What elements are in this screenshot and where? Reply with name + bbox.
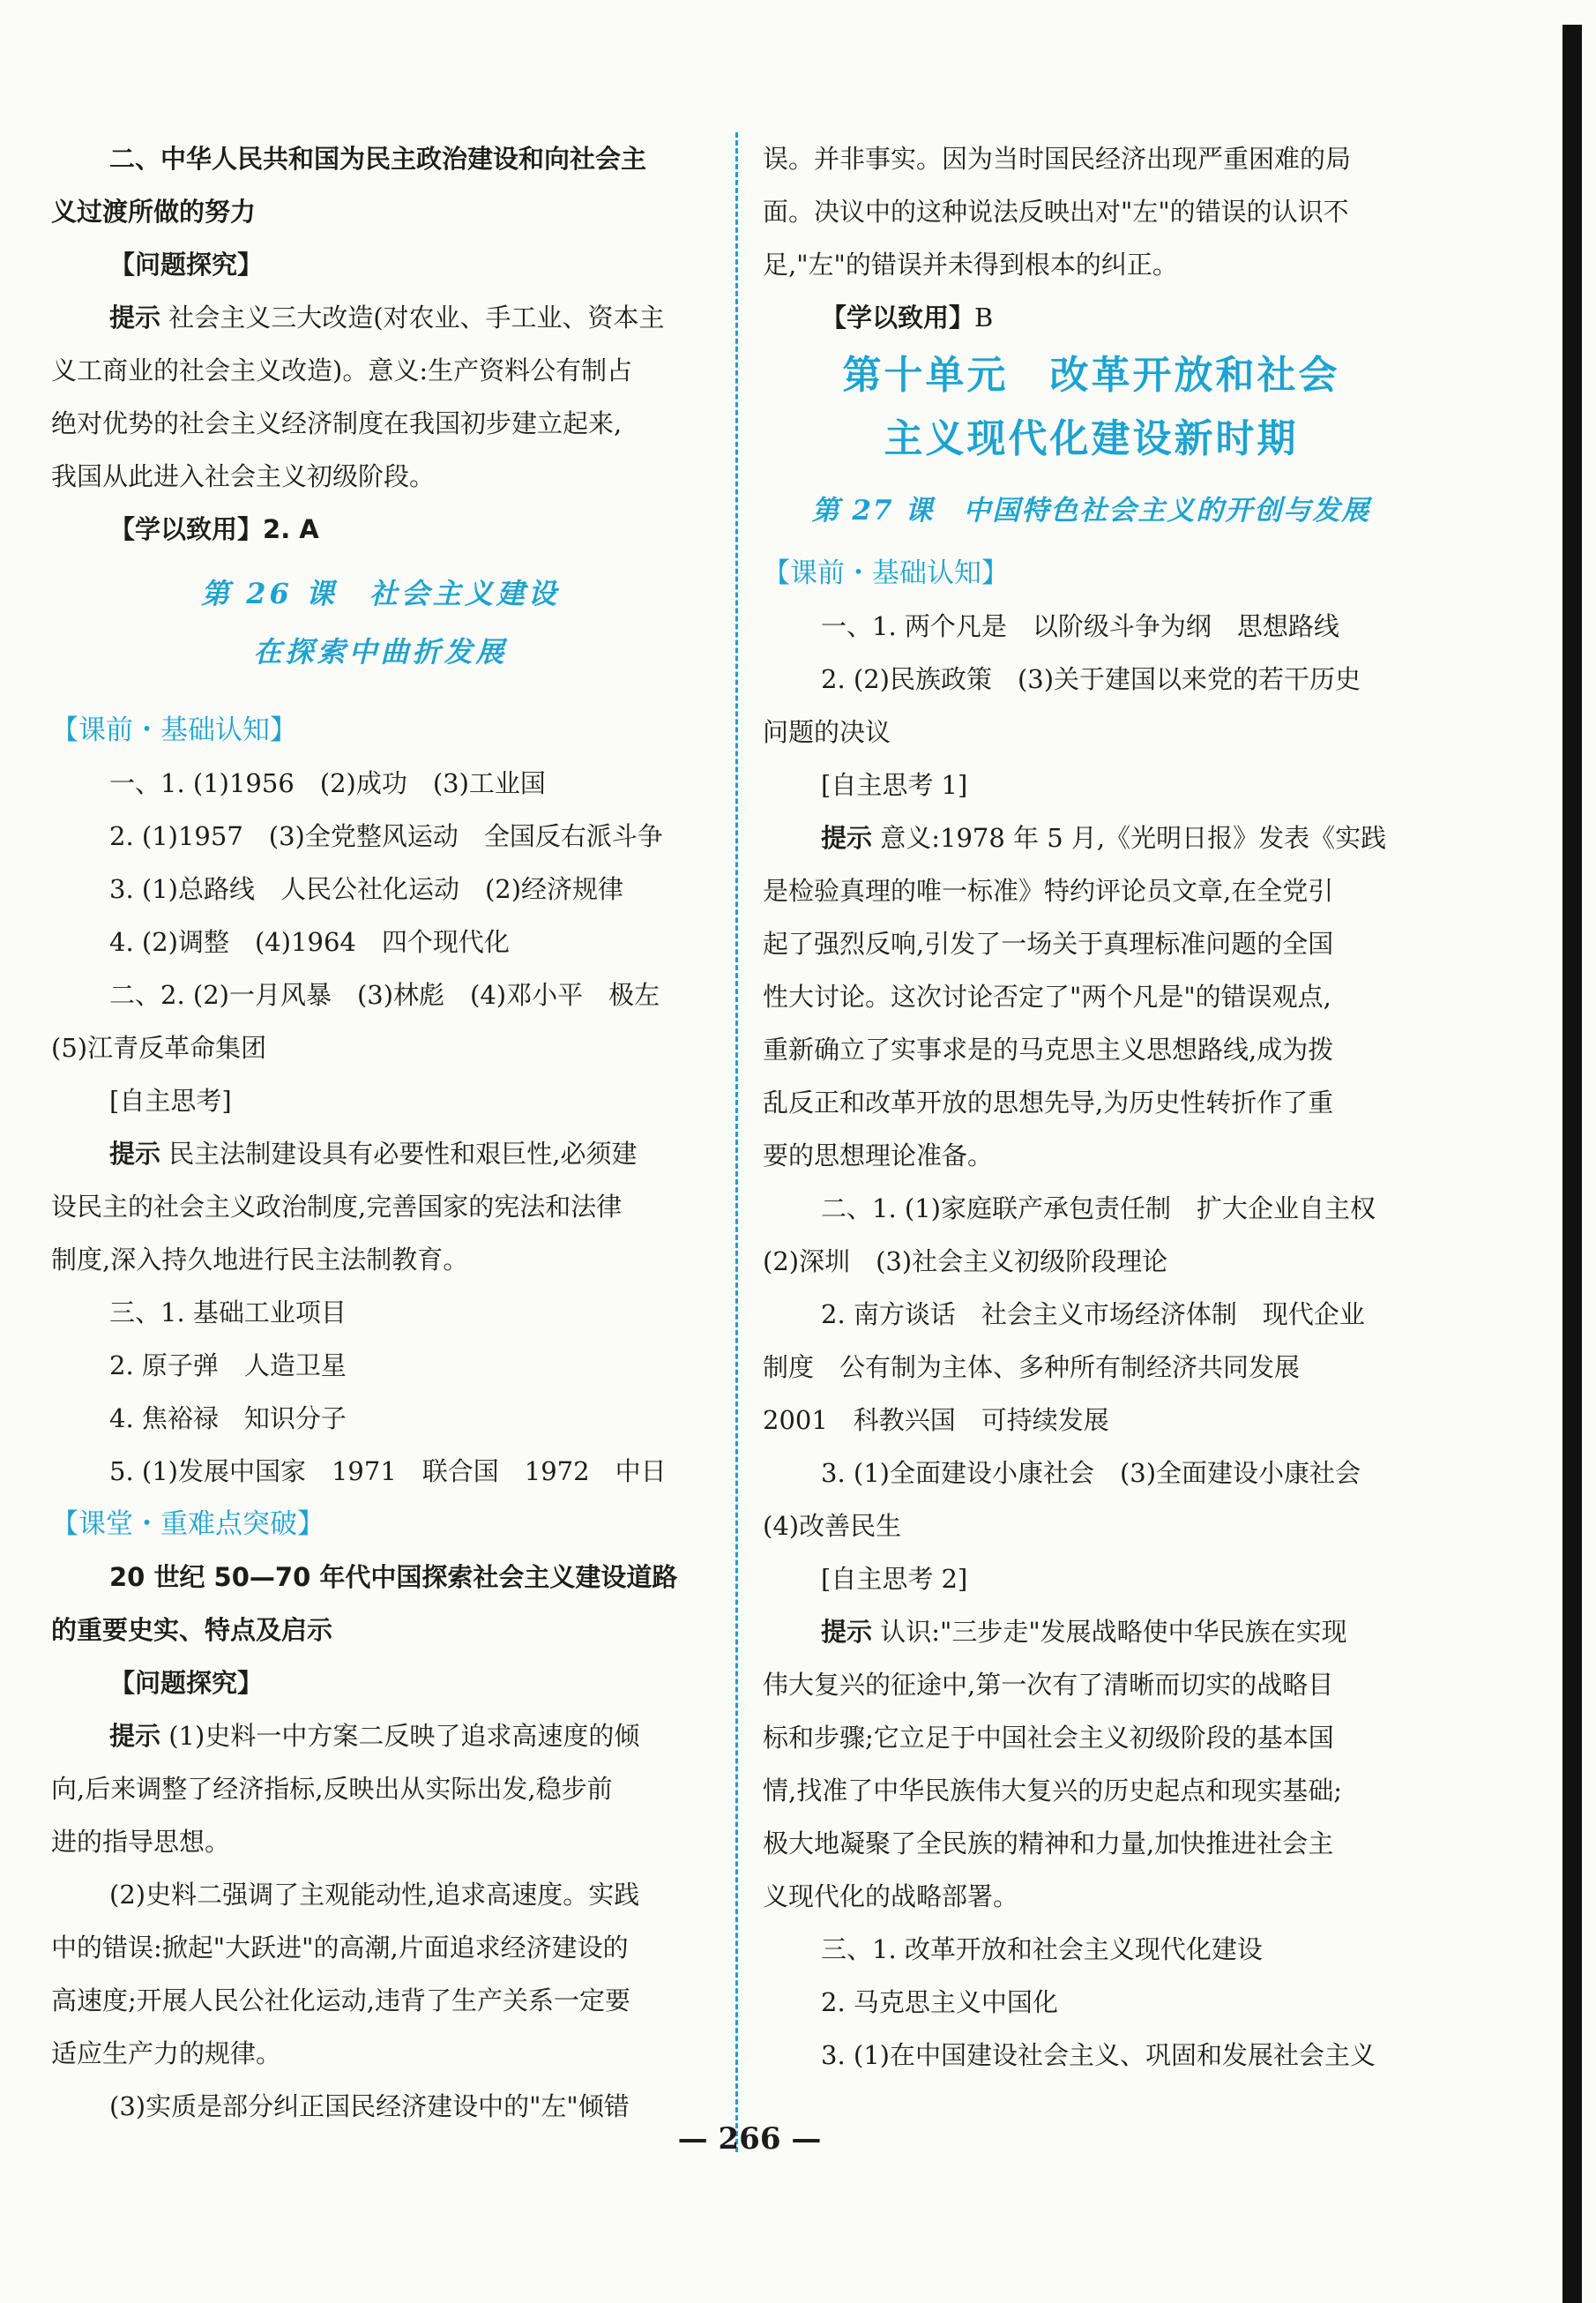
text-line: 2. 南方谈话 社会主义市场经济体制 现代企业 [821, 1299, 1365, 1329]
text-line [763, 811, 1420, 864]
text-line: 极大地凝聚了全民族的精神和力量,加快推进社会主 [763, 1828, 1334, 1858]
text-line [51, 1709, 710, 1762]
unit-title: 第十单元 改革开放和社会 [842, 353, 1340, 398]
text: 社会主义三大改造(对农业、手工业、资本主 [160, 303, 665, 333]
text-line: (2)深圳 (3)社会主义初级阶段理论 [763, 1246, 1168, 1276]
text-line: (5)江青反革命集团 [51, 1033, 267, 1063]
lesson-title: 第 27 课 中国特色社会主义的开创与发展 [811, 495, 1371, 527]
label: [自主思考 1] [821, 770, 968, 800]
page-number: — 266 — [677, 2121, 822, 2157]
answer-line [51, 503, 710, 556]
text-line: 标和步骤;它立足于中国社会主义初级阶段的基本国 [763, 1723, 1334, 1753]
text-line: 乱反正和改革开放的思想先导,为历史性转折作了重 [763, 1088, 1334, 1118]
text-line: 三、1. 基础工业项目 [109, 1297, 347, 1327]
text-line [763, 1605, 1420, 1658]
text-line: 制度,深入持久地进行民主法制教育。 [51, 1245, 469, 1275]
label: [自主思考] [109, 1086, 232, 1116]
label: 【学以致用】 [821, 303, 975, 333]
answer: 2. A [263, 514, 319, 544]
text-line: 伟大复兴的征途中,第一次有了清晰而切实的战略目 [763, 1670, 1334, 1700]
text-line: 5. (1)发展中国家 1971 联合国 1972 中日 [109, 1456, 667, 1486]
text-line: 4. 焦裕禄 知识分子 [109, 1403, 347, 1433]
text-line: 4. (2)调整 (4)1964 四个现代化 [109, 927, 510, 957]
text: 认识:"三步走"发展战略使中华民族在实现 [872, 1617, 1347, 1647]
column-divider [735, 132, 738, 2152]
right-column [763, 132, 1420, 2082]
heading: 二、中华人民共和国为民主政治建设和向社会主 [109, 144, 647, 174]
text-line: 进的指导思想。 [51, 1827, 231, 1857]
text-line: 二、2. (2)一月风暴 (3)林彪 (4)邓小平 极左 [109, 980, 660, 1010]
text-line: 中的错误:掀起"大跃进"的高潮,片面追求经济建设的 [51, 1933, 629, 1963]
text-line: (4)改善民生 [763, 1511, 902, 1541]
text-line: 2001 科教兴国 可持续发展 [763, 1405, 1109, 1435]
text-line: 情,找准了中华民族伟大复兴的历史起点和现实基础; [763, 1776, 1342, 1806]
label: [自主思考 2] [821, 1564, 968, 1594]
text-line: 3. (1)全面建设小康社会 (3)全面建设小康社会 [821, 1458, 1361, 1488]
text-line: 向,后来调整了经济指标,反映出从实际出发,稳步前 [51, 1774, 613, 1804]
text-line: 起了强烈反响,引发了一场关于真理标准问题的全国 [763, 929, 1334, 959]
text-line: 问题的决议 [763, 717, 891, 747]
label: 【问题探究】 [109, 250, 264, 280]
text-line: 绝对优势的社会主义经济制度在我国初步建立起来, [51, 408, 623, 438]
text-line: 3. (1)总路线 人民公社化运动 (2)经济规律 [109, 874, 624, 904]
text: 民主法制建设具有必要性和艰巨性,必须建 [160, 1139, 638, 1169]
hint-label: 提示 [109, 303, 161, 333]
text-line: 制度 公有制为主体、多种所有制经济共同发展 [763, 1352, 1301, 1382]
page-edge-shadow [1562, 25, 1582, 2303]
text-line: 是检验真理的唯一标准》特约评论员文章,在全党引 [763, 876, 1334, 906]
text-line: 适应生产力的规律。 [51, 2038, 282, 2068]
text-line: 一、1. (1)1956 (2)成功 (3)工业国 [109, 768, 546, 798]
text-line [51, 1127, 710, 1180]
text-line: 足,"左"的错误并未得到根本的纠正。 [763, 250, 1178, 280]
text: 意义:1978 年 5 月,《光明日报》发表《实践 [872, 823, 1387, 853]
text-line: 我国从此进入社会主义初级阶段。 [51, 461, 436, 491]
label: 【学以致用】 [109, 514, 264, 544]
heading-cont: 义过渡所做的努力 [51, 197, 257, 227]
text: (1)史料一中方案二反映了追求高速度的倾 [160, 1721, 640, 1751]
text-line: 义工商业的社会主义改造)。意义:生产资料公有制占 [51, 355, 633, 385]
text-line: 误。并非事实。因为当时国民经济出现严重困难的局 [763, 144, 1352, 174]
text-line: (3)实质是部分纠正国民经济建设中的"左"倾错 [109, 2091, 630, 2121]
lesson-title: 第 26 课 社会主义建设 [201, 577, 560, 610]
text-line: 面。决议中的这种说法反映出对"左"的错误的认识不 [763, 197, 1349, 227]
label: 【问题探究】 [109, 1668, 264, 1698]
text-line: 性大讨论。这次讨论否定了"两个凡是"的错误观点, [763, 982, 1331, 1012]
text-line: 要的思想理论准备。 [763, 1140, 994, 1170]
text-line: 一、1. 两个凡是 以阶级斗争为纲 思想路线 [821, 611, 1339, 641]
text-line: 三、1. 改革开放和社会主义现代化建设 [821, 1934, 1263, 1964]
text-line: (2)史料二强调了主观能动性,追求高速度。实践 [109, 1880, 640, 1910]
text-line: 3. (1)在中国建设社会主义、巩固和发展社会主义 [821, 2040, 1376, 2070]
text-line: 重新确立了实事求是的马克思主义思想路线,成为拨 [763, 1035, 1334, 1065]
text-line: 2. 马克思主义中国化 [821, 1987, 1058, 2017]
heading: 20 世纪 50—70 年代中国探索社会主义建设道路 [109, 1562, 678, 1592]
hint-label: 提示 [109, 1721, 161, 1751]
text-line: 二、1. (1)家庭联产承包责任制 扩大企业自主权 [821, 1193, 1376, 1223]
unit-title-cont: 主义现代化建设新时期 [884, 416, 1299, 461]
hint-label: 提示 [821, 823, 873, 853]
section-heading: 【课前・基础认知】 [51, 714, 297, 746]
section-heading: 【课前・基础认知】 [763, 557, 1009, 589]
left-column [51, 132, 710, 2133]
text-line: 设民主的社会主义政治制度,完善国家的宪法和法律 [51, 1192, 623, 1222]
text-line: 2. 原子弹 人造卫星 [109, 1350, 347, 1380]
text-line [51, 291, 710, 344]
hint-label: 提示 [109, 1139, 161, 1169]
text-line: 义现代化的战略部署。 [763, 1881, 1019, 1911]
text-line: 高速度;开展人民公社化运动,违背了生产关系一定要 [51, 1985, 630, 2015]
heading-cont: 的重要史实、特点及启示 [51, 1615, 333, 1645]
answer: B [974, 303, 994, 333]
lesson-title-cont: 在探索中曲折发展 [253, 635, 508, 669]
text-line: 2. (1)1957 (3)全党整风运动 全国反右派斗争 [109, 821, 663, 851]
text-line: 2. (2)民族政策 (3)关于建国以来党的若干历史 [821, 664, 1361, 694]
answer-line [763, 291, 1420, 344]
section-heading: 【课堂・重难点突破】 [51, 1508, 324, 1540]
hint-label: 提示 [821, 1617, 873, 1647]
